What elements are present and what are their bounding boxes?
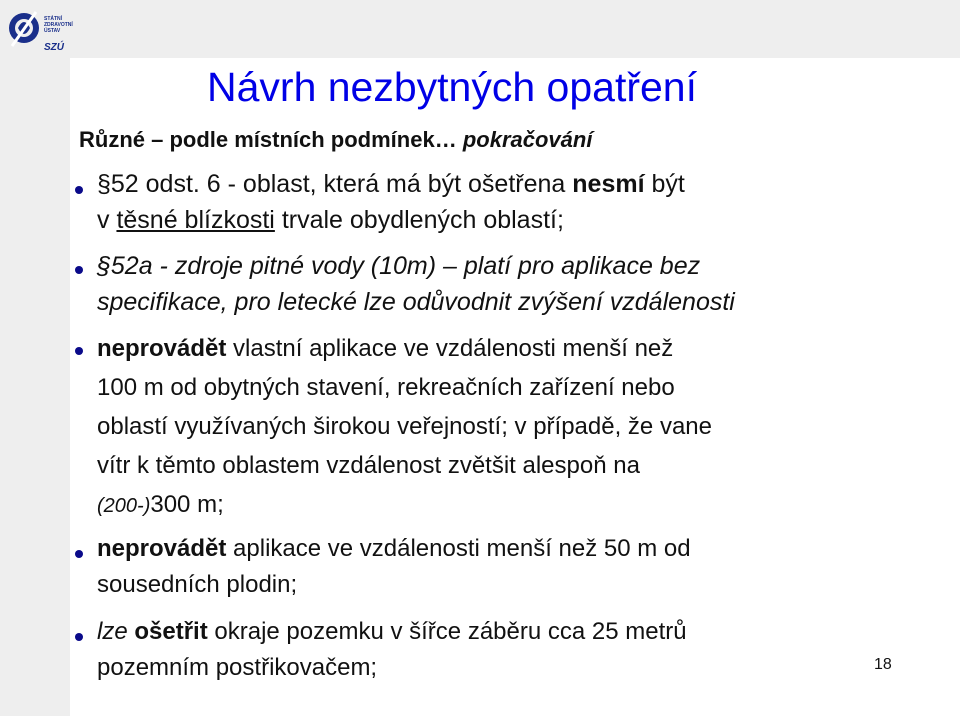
b3-distance-range: (200-) <box>97 495 151 517</box>
b1-line2-end: trvale obydlených oblastí; <box>274 206 564 234</box>
bullet-3-line-4: vítr k těmto oblastem vzdálenost zvětšit alespoň na <box>97 452 640 479</box>
b4-emphasis: neprovádět <box>97 535 227 562</box>
bullet-1-line-2 <box>97 206 564 235</box>
logo-abbreviation: SZÚ <box>44 42 64 53</box>
b3-distance: 300 m; <box>150 491 224 518</box>
logo-line-1: STÁTNÍ <box>44 16 63 22</box>
b4-text: aplikace ve vzdálenosti menší než 50 m od <box>226 535 691 562</box>
bullet-dot-icon <box>75 186 83 194</box>
b1-emphasis: nesmí <box>572 170 645 198</box>
subtitle-text: Různé – podle místních podmínek… <box>79 127 463 152</box>
szu-logo <box>8 6 73 54</box>
b3-text: vlastní aplikace ve vzdálenosti menší než <box>226 335 674 362</box>
b1-underlined: těsné blízkosti <box>116 206 275 234</box>
top-decor-bar <box>0 0 960 58</box>
bullet-5-line-1 <box>97 618 687 646</box>
b5-text: okraje pozemku v šířce záběru cca 25 metrů <box>207 618 687 645</box>
b5-emphasis: ošetřit <box>134 618 208 645</box>
logo-institute-name <box>44 16 73 34</box>
bullet-dot-icon <box>75 266 83 274</box>
bullet-dot-icon <box>75 550 83 558</box>
bullet-4-line-2: sousedních plodin; <box>97 571 298 598</box>
b1-text-end: být <box>644 170 685 198</box>
b1-line2-text: v <box>97 206 117 234</box>
slide-title: Návrh nezbytných opatření <box>207 64 697 110</box>
bullet-dot-icon <box>75 347 83 355</box>
bullet-3-line-1 <box>97 335 673 363</box>
bullet-5-line-2: pozemním postřikovačem; <box>97 654 378 681</box>
bullet-3-line-5 <box>97 491 224 519</box>
b3-emphasis: neprovádět <box>97 335 227 362</box>
left-decor-bar <box>0 0 70 716</box>
b5-italic: lze <box>97 618 128 645</box>
bullet-3-line-2: 100 m od obytných stavení, rekreačních zařízení nebo <box>97 374 675 401</box>
slide-subtitle <box>79 126 592 154</box>
bullet-1-line-1 <box>97 170 685 199</box>
bullet-3-line-3: oblastí využívaných širokou veřejností; v případě, že vane <box>97 413 712 440</box>
logo-line-3: ÚSTAV <box>44 28 61 34</box>
b1-text: §52 odst. 6 - oblast, která má být ošetřena <box>97 170 573 198</box>
bullet-2-line-1: §52a - zdroje pitné vody (10m) – platí pro aplikace bez <box>97 252 701 280</box>
logo-line-2: ZDRAVOTNÍ <box>44 22 73 28</box>
page-number: 18 <box>874 656 892 673</box>
bullet-dot-icon <box>75 633 83 641</box>
subtitle-continuation: pokračování <box>462 127 593 152</box>
bullet-4-line-1 <box>97 535 691 563</box>
bullet-2-line-2: specifikace, pro letecké lze odůvodnit zvýšení vzdálenosti <box>97 288 735 316</box>
